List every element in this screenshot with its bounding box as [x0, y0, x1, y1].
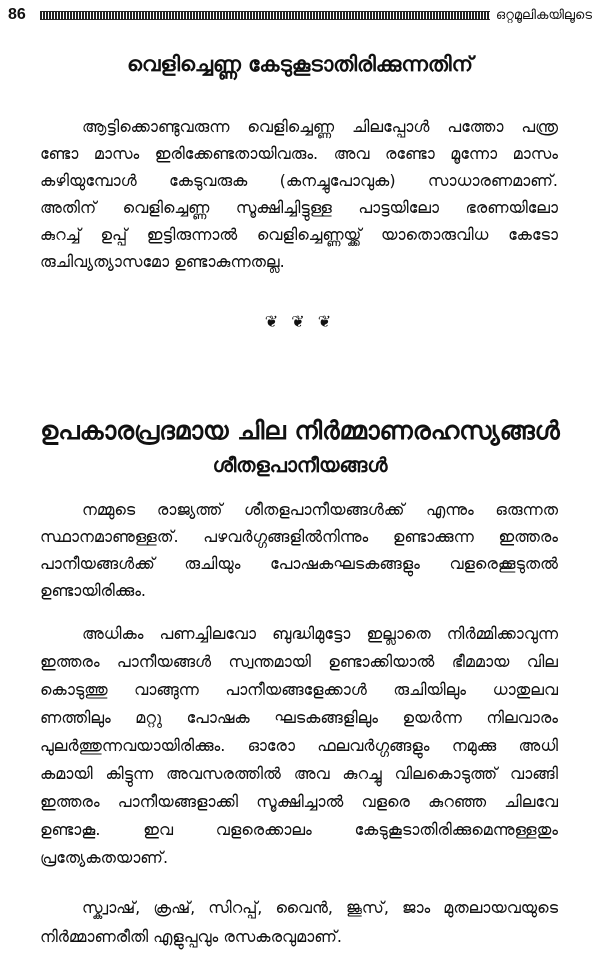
running-header — [8, 4, 592, 26]
text-line: സ്ഥാനമാണുള്ളത്. പഴവർഗ്ഗങ്ങളിൽനിന്നും ഉണ്ടാക്കുന്ന ഇത്തരം — [40, 527, 558, 546]
text-line: ഇത്തരം പാനീയങ്ങളാക്കി സൂക്ഷിച്ചാൽ വളരെ കുറഞ്ഞ ചിലവേ — [40, 792, 558, 811]
text-line: നിർമ്മാണരീതി എളുപ്പവും രസകരവുമാണ്. — [40, 927, 342, 946]
text-line: ണത്തിലും മറ്റു പോഷക ഘടകങ്ങളിലും ഉയർന്ന നിലവാരം — [40, 708, 558, 727]
paragraph — [40, 893, 558, 951]
subsection-heading: ശീതളപാനീയങ്ങൾ — [212, 453, 388, 477]
ornament-divider: ❦ ❦ ❦ — [264, 312, 336, 331]
paragraph — [40, 113, 558, 275]
text-line: കൊടുത്തു വാങ്ങുന്ന പാനീയങ്ങളേക്കാൾ രുചിയിലും ധാതുലവ — [40, 680, 558, 699]
text-line: പുലർത്തുന്നവയായിരിക്കും. ഓരോ ഫലവർഗ്ഗങ്ങളും നമുക്കു അധി — [40, 736, 558, 755]
text-line: സ്ക്വാഷ്, ക്രഷ്, സിറപ്പ്, വൈൻ, ജൂസ്, ജാം മുതലായവയുടെ — [82, 898, 558, 917]
text-line: ഇത്തരം പാനീയങ്ങൾ സ്വന്തമായി ഉണ്ടാക്കിയാൽ ഭീമമായ വില — [40, 652, 558, 671]
text-line: ആട്ടിക്കൊണ്ടുവരുന്ന വെളിച്ചെണ്ണ ചിലപ്പോൾ പത്തോ പന്ത്ര — [82, 117, 558, 136]
text-line: ഉണ്ടാകൂ. ഇവ വളരെക്കാലം കേടുകൂടാതിരിക്കുമെന്നുള്ളതും — [40, 820, 558, 839]
chapter-heading: ഉപകാരപ്രദമായ ചില നിർമ്മാണരഹസ്യങ്ങൾ — [40, 416, 560, 445]
paragraph — [40, 620, 558, 872]
text-line: കഴിയുമ്പോൾ കേടുവരുക (കനച്ചുപോവുക) സാധാരണമാണ്. — [40, 171, 558, 190]
paragraph — [40, 496, 558, 604]
page-number: 86 — [8, 6, 26, 23]
text-line: കുറച്ച് ഉപ്പ് ഇട്ടിരുന്നാൽ വെളിച്ചെണ്ണയ്ക്ക് യാതൊരുവിധ കേടോ — [40, 225, 558, 244]
header-rule — [40, 11, 490, 20]
text-line: പാനീയങ്ങൾക്ക് രുചിയും പോഷകഘടകങ്ങളും വളരെക്കൂടുതൽ — [40, 554, 558, 573]
text-line: രുചിവ്യത്യാസമോ ഉണ്ടാകുന്നതല്ല. — [40, 252, 285, 271]
text-line: ണ്ടോ മാസം ഇരിക്കേണ്ടതായിവരും. അവ രണ്ടോ മൂന്നോ മാസം — [40, 144, 558, 163]
section-heading: വെളിച്ചെണ്ണ കേടുകൂടാതിരിക്കുന്നതിന് — [127, 52, 473, 76]
running-title: ഒറ്റമൂലികയിലൂടെ — [495, 7, 592, 23]
text-line: ഉണ്ടായിരിക്കും. — [40, 581, 147, 600]
text-line: അധികം പണച്ചിലവോ ബുദ്ധിമുട്ടോ ഇല്ലാതെ നിർമ്മിക്കാവുന്ന — [82, 624, 558, 643]
text-line: കമായി കിട്ടുന്ന അവസരത്തിൽ അവ കുറച്ചു വിലകൊടുത്ത് വാങ്ങി — [40, 764, 558, 783]
text-line: അതിന് വെളിച്ചെണ്ണ സൂക്ഷിച്ചിട്ടുള്ള പാട്ടയിലോ ഭരണയിലോ — [40, 198, 558, 217]
text-line: പ്രത്യേകതയാണ്. — [40, 848, 169, 867]
text-line: നമ്മുടെ രാജ്യത്ത് ശീതളപാനീയങ്ങൾക്ക് എന്നും ഒരുന്നത — [82, 500, 558, 519]
